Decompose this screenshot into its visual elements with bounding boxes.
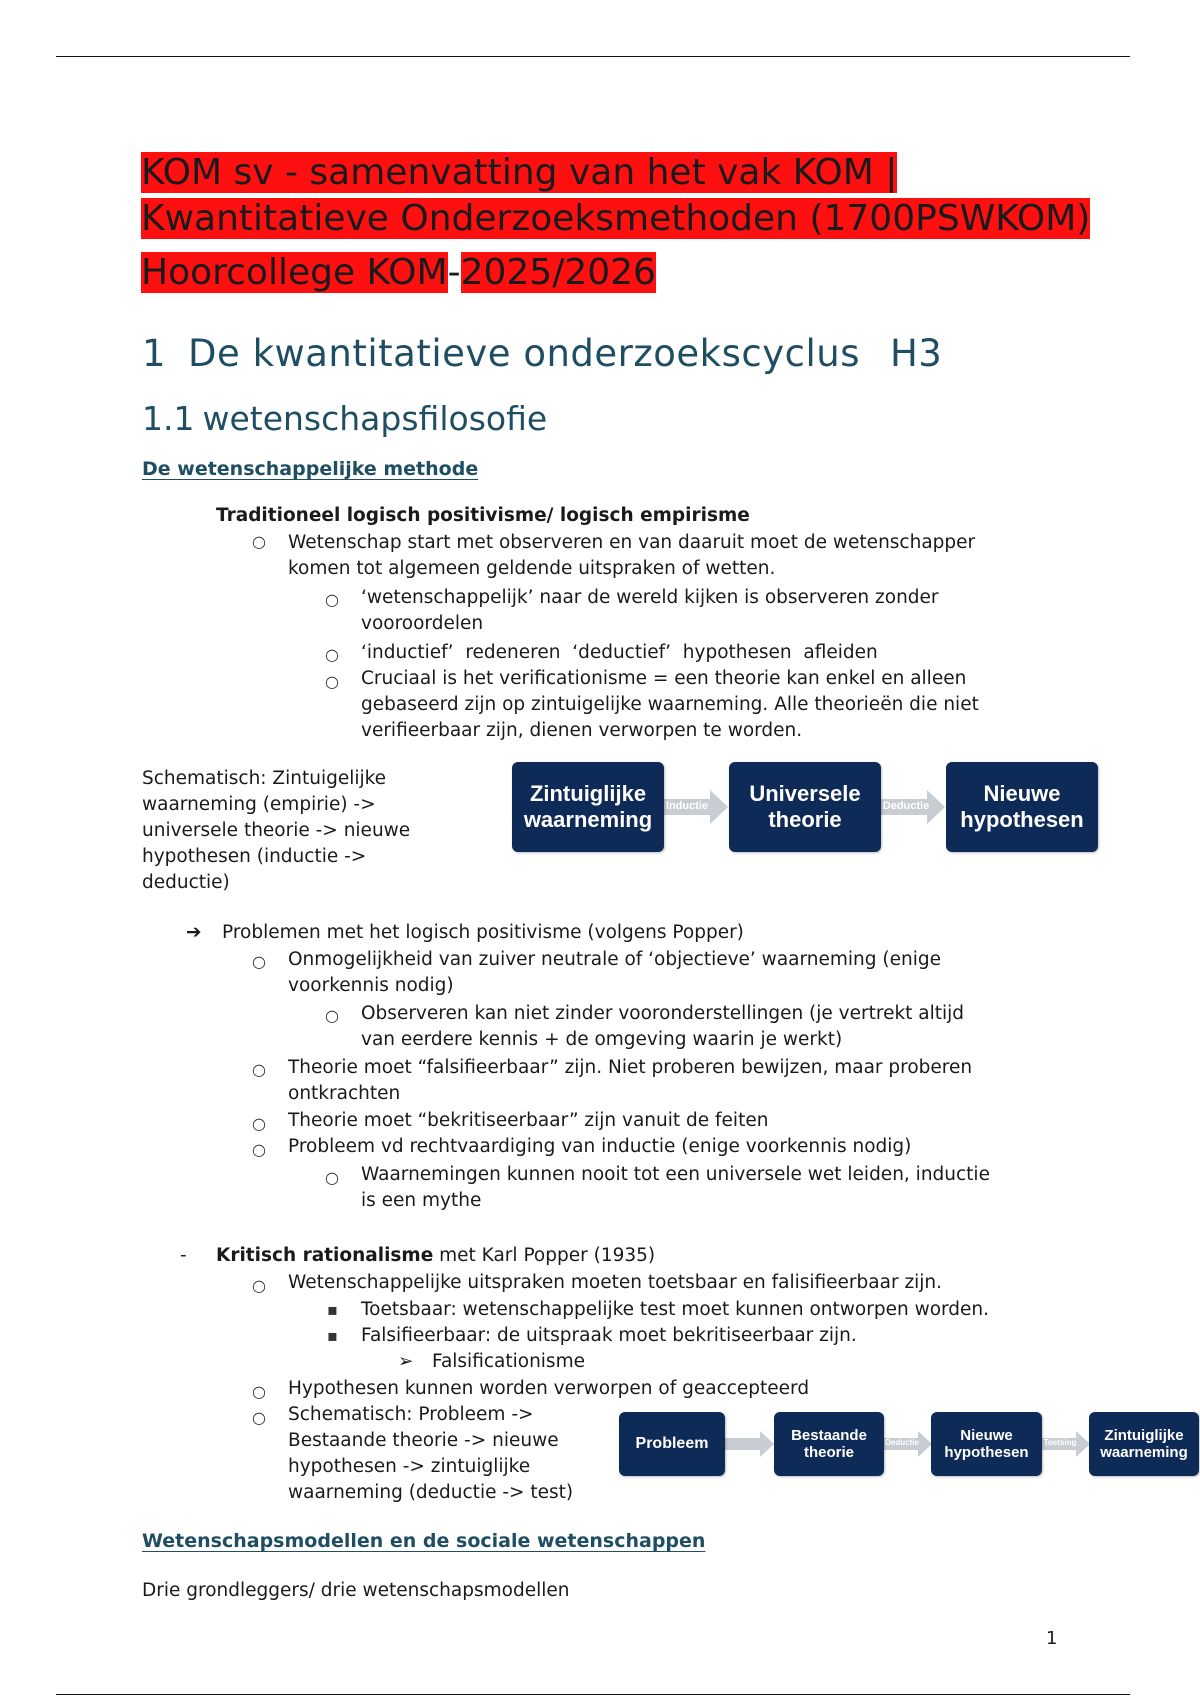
section-link-methode[interactable]: De wetenschappelijke methode — [142, 458, 479, 480]
heading-2-text: wetenschapsfilosofie — [202, 399, 548, 438]
heading-2-number: 1.1 — [142, 399, 195, 438]
arrow-label-toetsing: Toetsing — [1043, 1438, 1077, 1447]
arrow-right-icon — [724, 1431, 776, 1457]
heading-2 — [142, 399, 547, 438]
circle-bullet-icon: ○ — [252, 1060, 266, 1079]
circle-bullet-icon: ○ — [325, 645, 339, 664]
document-title — [141, 150, 1141, 296]
circle-bullet-icon: ○ — [325, 590, 339, 609]
title-line-2: Kwantitatieve Onderzoeksmethoden (1700PSWKOM) — [141, 198, 1091, 239]
triangle-bullet-icon: ➢ — [398, 1351, 414, 1372]
popper-item-1-sub: Observeren kan niet zinder vooronderstellingen (je vertrekt altijd van eerdere kennis + de omgeving waarin je werkt) — [361, 1003, 965, 1050]
critical-sub-1: Toetsbaar: wetenschappelijke test moet kunnen ontworpen worden. — [361, 1299, 990, 1320]
heading-1-tag: H3 — [889, 332, 943, 375]
critical-subsub: Falsificationisme — [432, 1351, 585, 1372]
popper-item-2: Theorie moet “falsifieerbaar” zijn. Niet proberen bewijzen, maar proberen ontkrachten — [288, 1057, 973, 1104]
header-rule — [56, 56, 1130, 57]
title-line-1: KOM sv - samenvatting van het vak KOM | — [141, 152, 898, 193]
critical-sub-2: Falsifieerbaar: de uitspraak moet bekritiseerbaar zijn. — [361, 1325, 857, 1346]
circle-bullet-icon: ○ — [325, 672, 339, 691]
circle-bullet-icon: ○ — [252, 1382, 266, 1401]
circle-bullet-icon: ○ — [325, 1168, 339, 1187]
heading-1 — [142, 332, 942, 375]
traditional-sub-2: ‘inductief’ redeneren ‘deductief’ hypothesen afleiden — [361, 642, 878, 663]
critical-item-3: Schematisch: Probleem -> Bestaande theorie -> nieuwe hypothesen -> zintuiglijke waarneming (deductie -> test) — [288, 1404, 574, 1503]
critical-item-2: Hypothesen kunnen worden verworpen of geaccepteerd — [288, 1378, 810, 1399]
section-link-wetenschapsmodellen[interactable]: Wetenschapsmodellen en de sociale wetenschappen — [142, 1530, 706, 1552]
heading-1-text: De kwantitatieve onderzoekscyclus — [188, 332, 860, 375]
arrow-label-inductie: Inductie — [665, 800, 709, 812]
popper-problems-heading: Problemen met het logisch positivisme (volgens Popper) — [222, 922, 744, 943]
circle-bullet-icon: ○ — [252, 1408, 266, 1427]
flow-box-zintuiglijke-waarneming-2: Zintuiglijke waarneming — [1089, 1412, 1199, 1476]
square-bullet-icon: ▪ — [327, 1326, 338, 1345]
flow-box-nieuwe-hypothesen-2: Nieuwe hypothesen — [931, 1412, 1042, 1476]
arrow-bullet-icon: ➔ — [186, 922, 202, 943]
circle-bullet-icon: ○ — [252, 952, 266, 971]
circle-bullet-icon: ○ — [252, 1140, 266, 1159]
popper-item-1: Onmogelijkheid van zuiver neutrale of ‘objectieve’ waarneming (enige voorkennis nodig) — [288, 949, 941, 996]
popper-item-4: Probleem vd rechtvaardiging van inductie (enige voorkennis nodig) — [288, 1136, 912, 1157]
flow-box-zintuiglijke-waarneming: Zintuiglijke waarneming — [512, 762, 664, 852]
circle-bullet-icon: ○ — [252, 1276, 266, 1295]
popper-item-4-sub: Waarnemingen kunnen nooit tot een universele wet leiden, inductie is een mythe — [361, 1164, 990, 1211]
traditional-item-1: Wetenschap start met observeren en van daaruit moet de wetenschapper komen tot algemeen geldende uitspraken of wetten. — [288, 532, 976, 579]
title-separator: - — [447, 252, 461, 293]
heading-1-number: 1 — [142, 332, 167, 375]
flow-box-nieuwe-hypothesen: Nieuwe hypothesen — [946, 762, 1098, 852]
dash-bullet: - — [180, 1245, 187, 1266]
traditional-sub-3: Cruciaal is het verificationisme = een theorie kan enkel en alleen gebaseerd zijn op zintuigelijke waarneming. Alle theorieën die niet verifieerbaar zijn, dienen verworpen te worden. — [361, 668, 979, 741]
square-bullet-icon: ▪ — [327, 1300, 338, 1319]
circle-bullet-icon: ○ — [252, 532, 266, 551]
circle-bullet-icon: ○ — [325, 1006, 339, 1025]
arrow-label-deductie: Deductie — [882, 800, 930, 812]
title-line-3a: Hoorcollege KOM — [141, 252, 448, 293]
page-number: 1 — [1046, 1628, 1058, 1649]
footer-rule — [56, 1694, 1130, 1695]
popper-item-3: Theorie moet “bekritiseerbaar” zijn vanuit de feiten — [288, 1110, 769, 1131]
section-2-text: Drie grondleggers/ drie wetenschapsmodellen — [142, 1580, 570, 1601]
critical-heading: Kritisch rationalisme met Karl Popper (1935) — [216, 1245, 656, 1266]
schematic-1-text: Schematisch: Zintuigelijke waarneming (empirie) -> universele theorie -> nieuwe hypothesen (inductie -> deductie) — [142, 768, 411, 893]
critical-item-1: Wetenschappelijke uitspraken moeten toetsbaar en falisifieerbaar zijn. — [288, 1272, 943, 1293]
flow-box-universele-theorie: Universele theorie — [729, 762, 881, 852]
flow-box-bestaande-theorie: Bestaande theorie — [774, 1412, 884, 1476]
flow-box-probleem: Probleem — [619, 1412, 725, 1476]
circle-bullet-icon: ○ — [252, 1114, 266, 1133]
title-line-3b: 2025/2026 — [460, 252, 656, 293]
arrow-label-deductie-2: Deductie — [885, 1438, 919, 1447]
traditional-heading: Traditioneel logisch positivisme/ logisch empirisme — [216, 505, 750, 526]
traditional-sub-1: ‘wetenschappelijk’ naar de wereld kijken is observeren zonder vooroordelen — [361, 587, 939, 634]
